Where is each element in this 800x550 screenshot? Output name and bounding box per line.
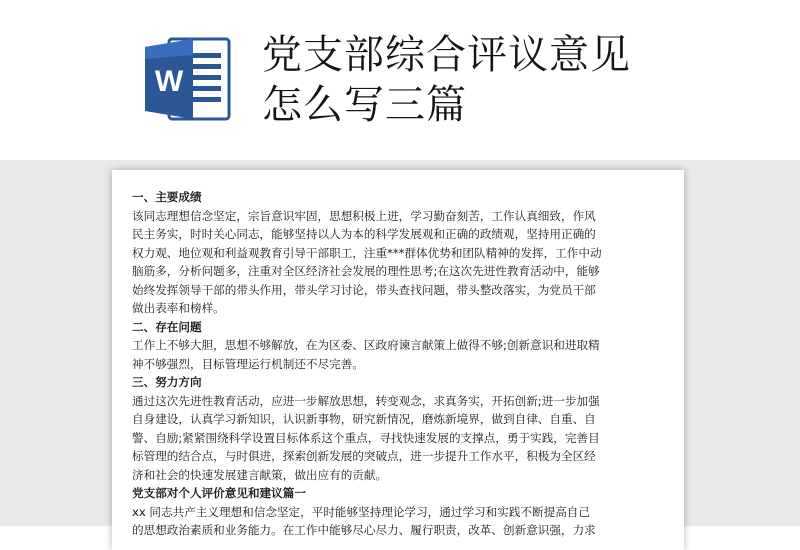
paragraph-line: 做出表率和榜样。 bbox=[132, 301, 225, 315]
paragraph-line: 工作上不够大胆，思想不够解放，在为区委、区政府谏言献策上做得不够;创新意识和进取精 bbox=[132, 338, 600, 352]
paragraph-line: 权力观、地位观和利益观教育引导干部职工，注重***群体优势和团队精神的发挥，工作中动 bbox=[132, 245, 602, 260]
header bbox=[0, 0, 800, 160]
paragraph-line: 民主务实，时时关心同志，能够坚持以人为本的科学发展观和正确的政绩观，坚持用正确的 bbox=[132, 227, 596, 241]
paragraph-line: xx 同志共产主义理想和信念坚定，平时能够坚持理论学习，通过学习和实践不断提高自己 bbox=[132, 504, 590, 519]
paragraph-line: 济和社会的快速发展建言献策，做出应有的贡献。 bbox=[132, 467, 388, 482]
paragraph-line: 通过这次先进性教育活动，应进一步解放思想，转变观念，求真务实，开拓创新;进一步加强 bbox=[132, 393, 600, 408]
paragraph-line: 标管理的结合点，与时俱进，探索创新发展的突破点，进一步提升工作水平，积极为全区经 bbox=[132, 449, 596, 463]
document-body bbox=[132, 188, 666, 540]
title-line-1: 党支部综合评议意见 bbox=[262, 32, 631, 78]
document-page bbox=[112, 170, 684, 550]
paragraph-line: 始终发挥领导干部的带头作用，带头学习讨论，带头查找问题，带头整改落实，为党员干部 bbox=[132, 282, 596, 297]
document-preview-area bbox=[0, 160, 800, 537]
section-heading: 二、存在问题 bbox=[132, 319, 202, 334]
page-title bbox=[262, 30, 782, 130]
paragraph-line: 警、自励;紧紧围绕科学设置目标体系这个重点，寻找快速发展的支撑点，勇于实践，完善目 bbox=[132, 430, 600, 445]
paragraph-line: 自身建设，认真学习新知识，认识新事物，研究新情况，磨炼新境界，做到自律、自重、自 bbox=[132, 412, 596, 426]
section-heading: 三、努力方向 bbox=[132, 375, 202, 389]
paragraph-line: 该同志理想信念坚定，宗旨意识牢固，思想积极上进，学习勤奋刻苦，工作认真细致，作风 bbox=[132, 208, 596, 223]
svg-text:W: W bbox=[154, 65, 184, 98]
title-line-2: 怎么写三篇 bbox=[262, 82, 467, 128]
section-heading: 党支部对个人评价意见和建议篇一 bbox=[132, 486, 306, 500]
word-document-icon bbox=[143, 35, 233, 123]
paragraph-line: 神不够强烈，目标管理运行机制还不尽完善。 bbox=[132, 356, 364, 371]
section-heading: 一、主要成绩 bbox=[132, 190, 202, 204]
paragraph-line: 的思想政治素质和业务能力。在工作中能够尽心尽力、履行职责，改革、创新意识强，力求 bbox=[132, 523, 596, 537]
paragraph-line: 脑筋多，分析问题多，注重对全区经济社会发展的理性思考;在这次先进性教育活动中，能够 bbox=[132, 264, 600, 278]
